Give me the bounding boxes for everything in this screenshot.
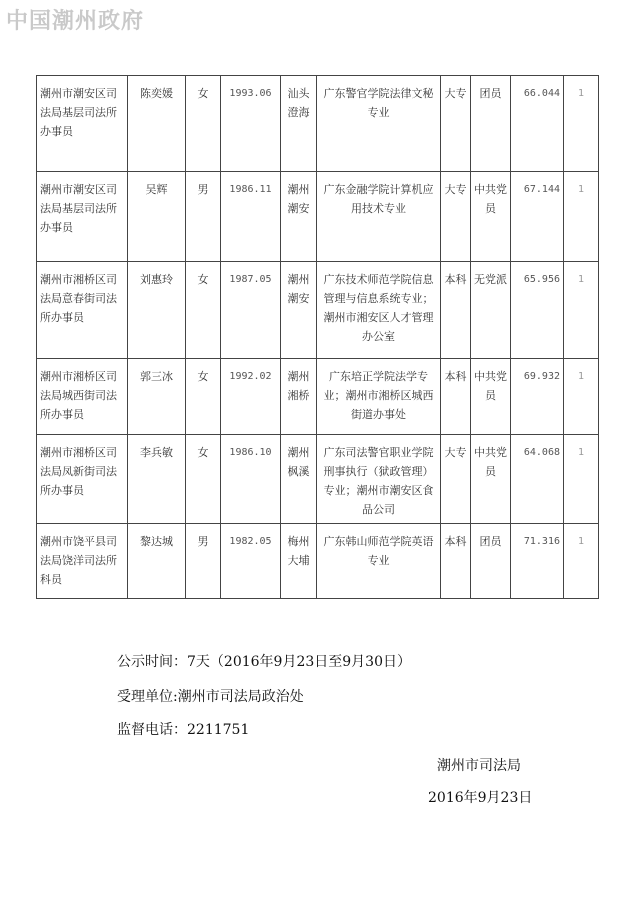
count-cell: 1 <box>564 524 599 599</box>
count-cell: 1 <box>564 76 599 172</box>
name-cell: 李兵敏 <box>128 435 186 524</box>
score-cell: 65.956 <box>511 262 564 359</box>
publicity-period: 公示时间：7天（2016年9月23日至9月30日） <box>117 654 411 670</box>
score-cell: 66.044 <box>511 76 564 172</box>
count-cell: 1 <box>564 435 599 524</box>
origin-cell: 潮州潮安 <box>281 262 317 359</box>
count-cell: 1 <box>564 172 599 262</box>
education-cell: 大专 <box>441 435 471 524</box>
issue-date: 2016年9月23日 <box>428 790 533 806</box>
education-cell: 大专 <box>441 172 471 262</box>
candidate-table <box>36 75 599 599</box>
name-cell: 刘惠玲 <box>128 262 186 359</box>
origin-cell: 潮州枫溪 <box>281 435 317 524</box>
education-cell: 本科 <box>441 262 471 359</box>
school-cell: 广东警官学院法律文秘专业 <box>317 76 441 172</box>
position-cell: 潮州市饶平县司法局饶洋司法所科员 <box>37 524 128 599</box>
position-cell: 潮州市湘桥区司法局城西街司法所办事员 <box>37 359 128 435</box>
name-cell: 黎达城 <box>128 524 186 599</box>
birth-cell: 1993.06 <box>221 76 281 172</box>
birth-cell: 1982.05 <box>221 524 281 599</box>
gender-cell: 女 <box>186 359 221 435</box>
table-row <box>37 76 599 172</box>
table-row <box>37 359 599 435</box>
watermark-logo: 中国潮州政府 <box>6 8 145 34</box>
origin-cell: 潮州潮安 <box>281 172 317 262</box>
origin-cell: 汕头澄海 <box>281 76 317 172</box>
gender-cell: 男 <box>186 524 221 599</box>
score-cell: 67.144 <box>511 172 564 262</box>
position-cell: 潮州市潮安区司法局基层司法所办事员 <box>37 76 128 172</box>
score-cell: 71.316 <box>511 524 564 599</box>
politics-cell: 中共党员 <box>471 172 511 262</box>
education-cell: 本科 <box>441 359 471 435</box>
name-cell: 陈奕媛 <box>128 76 186 172</box>
issuing-authority: 潮州市司法局 <box>437 758 521 774</box>
score-cell: 64.068 <box>511 435 564 524</box>
table-row <box>37 262 599 359</box>
table-row <box>37 435 599 524</box>
school-cell: 广东金融学院计算机应用技术专业 <box>317 172 441 262</box>
table-row <box>37 524 599 599</box>
gender-cell: 女 <box>186 435 221 524</box>
gender-cell: 男 <box>186 172 221 262</box>
birth-cell: 1986.11 <box>221 172 281 262</box>
position-cell: 潮州市湘桥区司法局凤新街司法所办事员 <box>37 435 128 524</box>
table-row <box>37 172 599 262</box>
school-cell: 广东司法警官职业学院刑事执行（狱政管理）专业；潮州市潮安区食品公司 <box>317 435 441 524</box>
birth-cell: 1986.10 <box>221 435 281 524</box>
count-cell: 1 <box>564 262 599 359</box>
school-cell: 广东技术师范学院信息管理与信息系统专业；潮州市湘安区人才管理办公室 <box>317 262 441 359</box>
handling-unit: 受理单位:潮州市司法局政治处 <box>117 689 304 705</box>
education-cell: 大专 <box>441 76 471 172</box>
position-cell: 潮州市湘桥区司法局意春街司法所办事员 <box>37 262 128 359</box>
politics-cell: 无党派 <box>471 262 511 359</box>
birth-cell: 1987.05 <box>221 262 281 359</box>
gender-cell: 女 <box>186 76 221 172</box>
name-cell: 吴辉 <box>128 172 186 262</box>
birth-cell: 1992.02 <box>221 359 281 435</box>
education-cell: 本科 <box>441 524 471 599</box>
count-cell: 1 <box>564 359 599 435</box>
name-cell: 郭三冰 <box>128 359 186 435</box>
score-cell: 69.932 <box>511 359 564 435</box>
origin-cell: 潮州湘桥 <box>281 359 317 435</box>
supervision-phone: 监督电话：2211751 <box>117 722 250 738</box>
politics-cell: 中共党员 <box>471 435 511 524</box>
position-cell: 潮州市潮安区司法局基层司法所办事员 <box>37 172 128 262</box>
school-cell: 广东培正学院法学专业；潮州市湘桥区城西街道办事处 <box>317 359 441 435</box>
politics-cell: 团员 <box>471 524 511 599</box>
politics-cell: 团员 <box>471 76 511 172</box>
origin-cell: 梅州大埔 <box>281 524 317 599</box>
school-cell: 广东韩山师范学院英语专业 <box>317 524 441 599</box>
gender-cell: 女 <box>186 262 221 359</box>
politics-cell: 中共党员 <box>471 359 511 435</box>
